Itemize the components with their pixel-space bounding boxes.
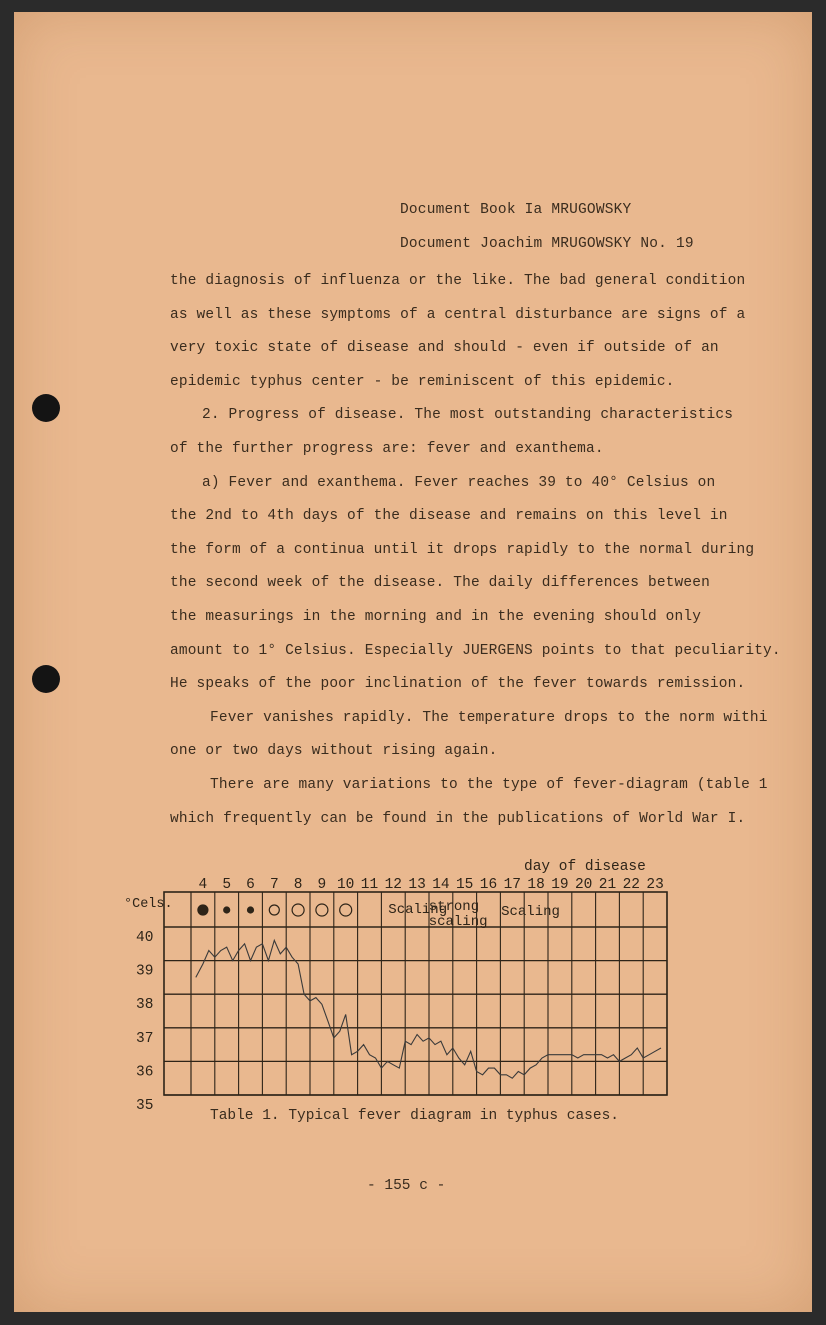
text-line: Fever vanishes rapidly. The temperature drops to the norm withi xyxy=(210,709,768,726)
symptom-symbol xyxy=(340,904,352,916)
x-axis-ticks xyxy=(199,877,664,893)
y-axis-ticks xyxy=(136,930,153,1114)
x-tick-label: 17 xyxy=(503,877,522,893)
y-tick-label: 37 xyxy=(136,1030,154,1047)
symptom-symbol xyxy=(248,907,254,913)
text-line: There are many variations to the type of fever-diagram (table 1 xyxy=(210,776,768,793)
y-tick-label: 36 xyxy=(136,1064,154,1081)
x-tick-label: 22 xyxy=(622,877,641,893)
text-line: He speaks of the poor inclination of the fever towards remission. xyxy=(170,676,746,693)
text-line: 2. Progress of disease. The most outstanding characteristics xyxy=(202,407,734,424)
x-tick-label: 15 xyxy=(455,877,474,893)
x-tick-label: 16 xyxy=(479,877,498,893)
punch-hole xyxy=(32,665,60,693)
annotation-label: Scaling xyxy=(501,904,560,920)
text-line: which frequently can be found in the publications of World War I. xyxy=(170,810,746,827)
x-tick-label: 4 xyxy=(198,877,208,893)
text-line: of the further progress are: fever and exanthema. xyxy=(170,440,604,457)
document-page xyxy=(14,12,812,1312)
text-line: the 2nd to 4th days of the disease and remains on this level in xyxy=(170,508,728,525)
text-line: the measurings in the morning and in the evening should only xyxy=(170,608,702,625)
y-tick-label: 40 xyxy=(136,930,154,946)
text-line: the diagnosis of influenza or the like. The bad general condition xyxy=(170,273,746,289)
symptom-symbol xyxy=(316,904,328,916)
annotation-label: scaling xyxy=(428,914,488,930)
x-tick-label: 10 xyxy=(336,877,355,893)
chart-caption: Table 1. Typical fever diagram in typhus cases. xyxy=(210,1108,619,1124)
text-line: one or two days without rising again. xyxy=(170,743,498,760)
chart-frame xyxy=(164,892,667,1095)
x-axis-label: day of disease xyxy=(524,859,646,875)
text-line: the second week of the disease. The daily differences between xyxy=(170,575,710,592)
x-tick-label: 6 xyxy=(246,877,255,893)
text-line: the form of a continua until it drops rapidly to the normal during xyxy=(170,541,755,558)
chart-marks xyxy=(196,940,661,1078)
y-tick-label: 39 xyxy=(136,963,154,980)
x-tick-label: 11 xyxy=(360,877,379,893)
y-tick-label: 35 xyxy=(136,1098,154,1114)
punch-hole xyxy=(32,394,60,422)
x-tick-label: 21 xyxy=(598,877,617,893)
annotation-label: strong xyxy=(428,899,480,915)
body-text xyxy=(170,265,781,836)
document-number-label: Document Joachim MRUGOWSKY No. 19 xyxy=(400,236,694,252)
x-tick-label: 8 xyxy=(293,877,303,893)
annotation-label: Scaling xyxy=(388,902,448,918)
series-line-temperature xyxy=(196,940,661,1078)
x-tick-label: 20 xyxy=(574,877,593,893)
y-tick-label: 38 xyxy=(136,997,154,1014)
text-line: amount to 1° Celsius. Especially JUERGENS points to that peculiarity. xyxy=(170,642,781,659)
y-axis-label: °Cels. xyxy=(124,897,173,912)
x-tick-label: 14 xyxy=(432,877,450,893)
symptom-symbol xyxy=(292,904,304,916)
x-tick-label: 5 xyxy=(222,877,232,893)
x-tick-label: 23 xyxy=(646,877,664,893)
chart-annotations xyxy=(198,899,560,930)
chart-grid xyxy=(164,892,667,1095)
text-line: very toxic state of disease and should - even if outside of an xyxy=(170,340,719,357)
x-tick-label: 18 xyxy=(527,877,545,893)
symptom-symbol xyxy=(224,907,230,913)
x-tick-label: 19 xyxy=(551,877,569,893)
document-book-label: Document Book Ia MRUGOWSKY xyxy=(400,202,632,218)
text-line: a) Fever and exanthema. Fever reaches 39 to 40° Celsius on xyxy=(202,474,716,491)
symptom-symbol xyxy=(198,905,208,915)
x-tick-label: 12 xyxy=(384,877,403,893)
x-tick-label: 7 xyxy=(269,877,279,893)
text-line: epidemic typhus center - be reminiscent of this epidemic. xyxy=(170,373,675,390)
text-line: as well as these symptoms of a central disturbance are signs of a xyxy=(170,306,746,323)
x-tick-label: 9 xyxy=(317,877,327,893)
page-number: - 155 c - xyxy=(367,1178,446,1194)
x-tick-label: 13 xyxy=(408,877,426,893)
symptom-symbol xyxy=(269,905,279,915)
